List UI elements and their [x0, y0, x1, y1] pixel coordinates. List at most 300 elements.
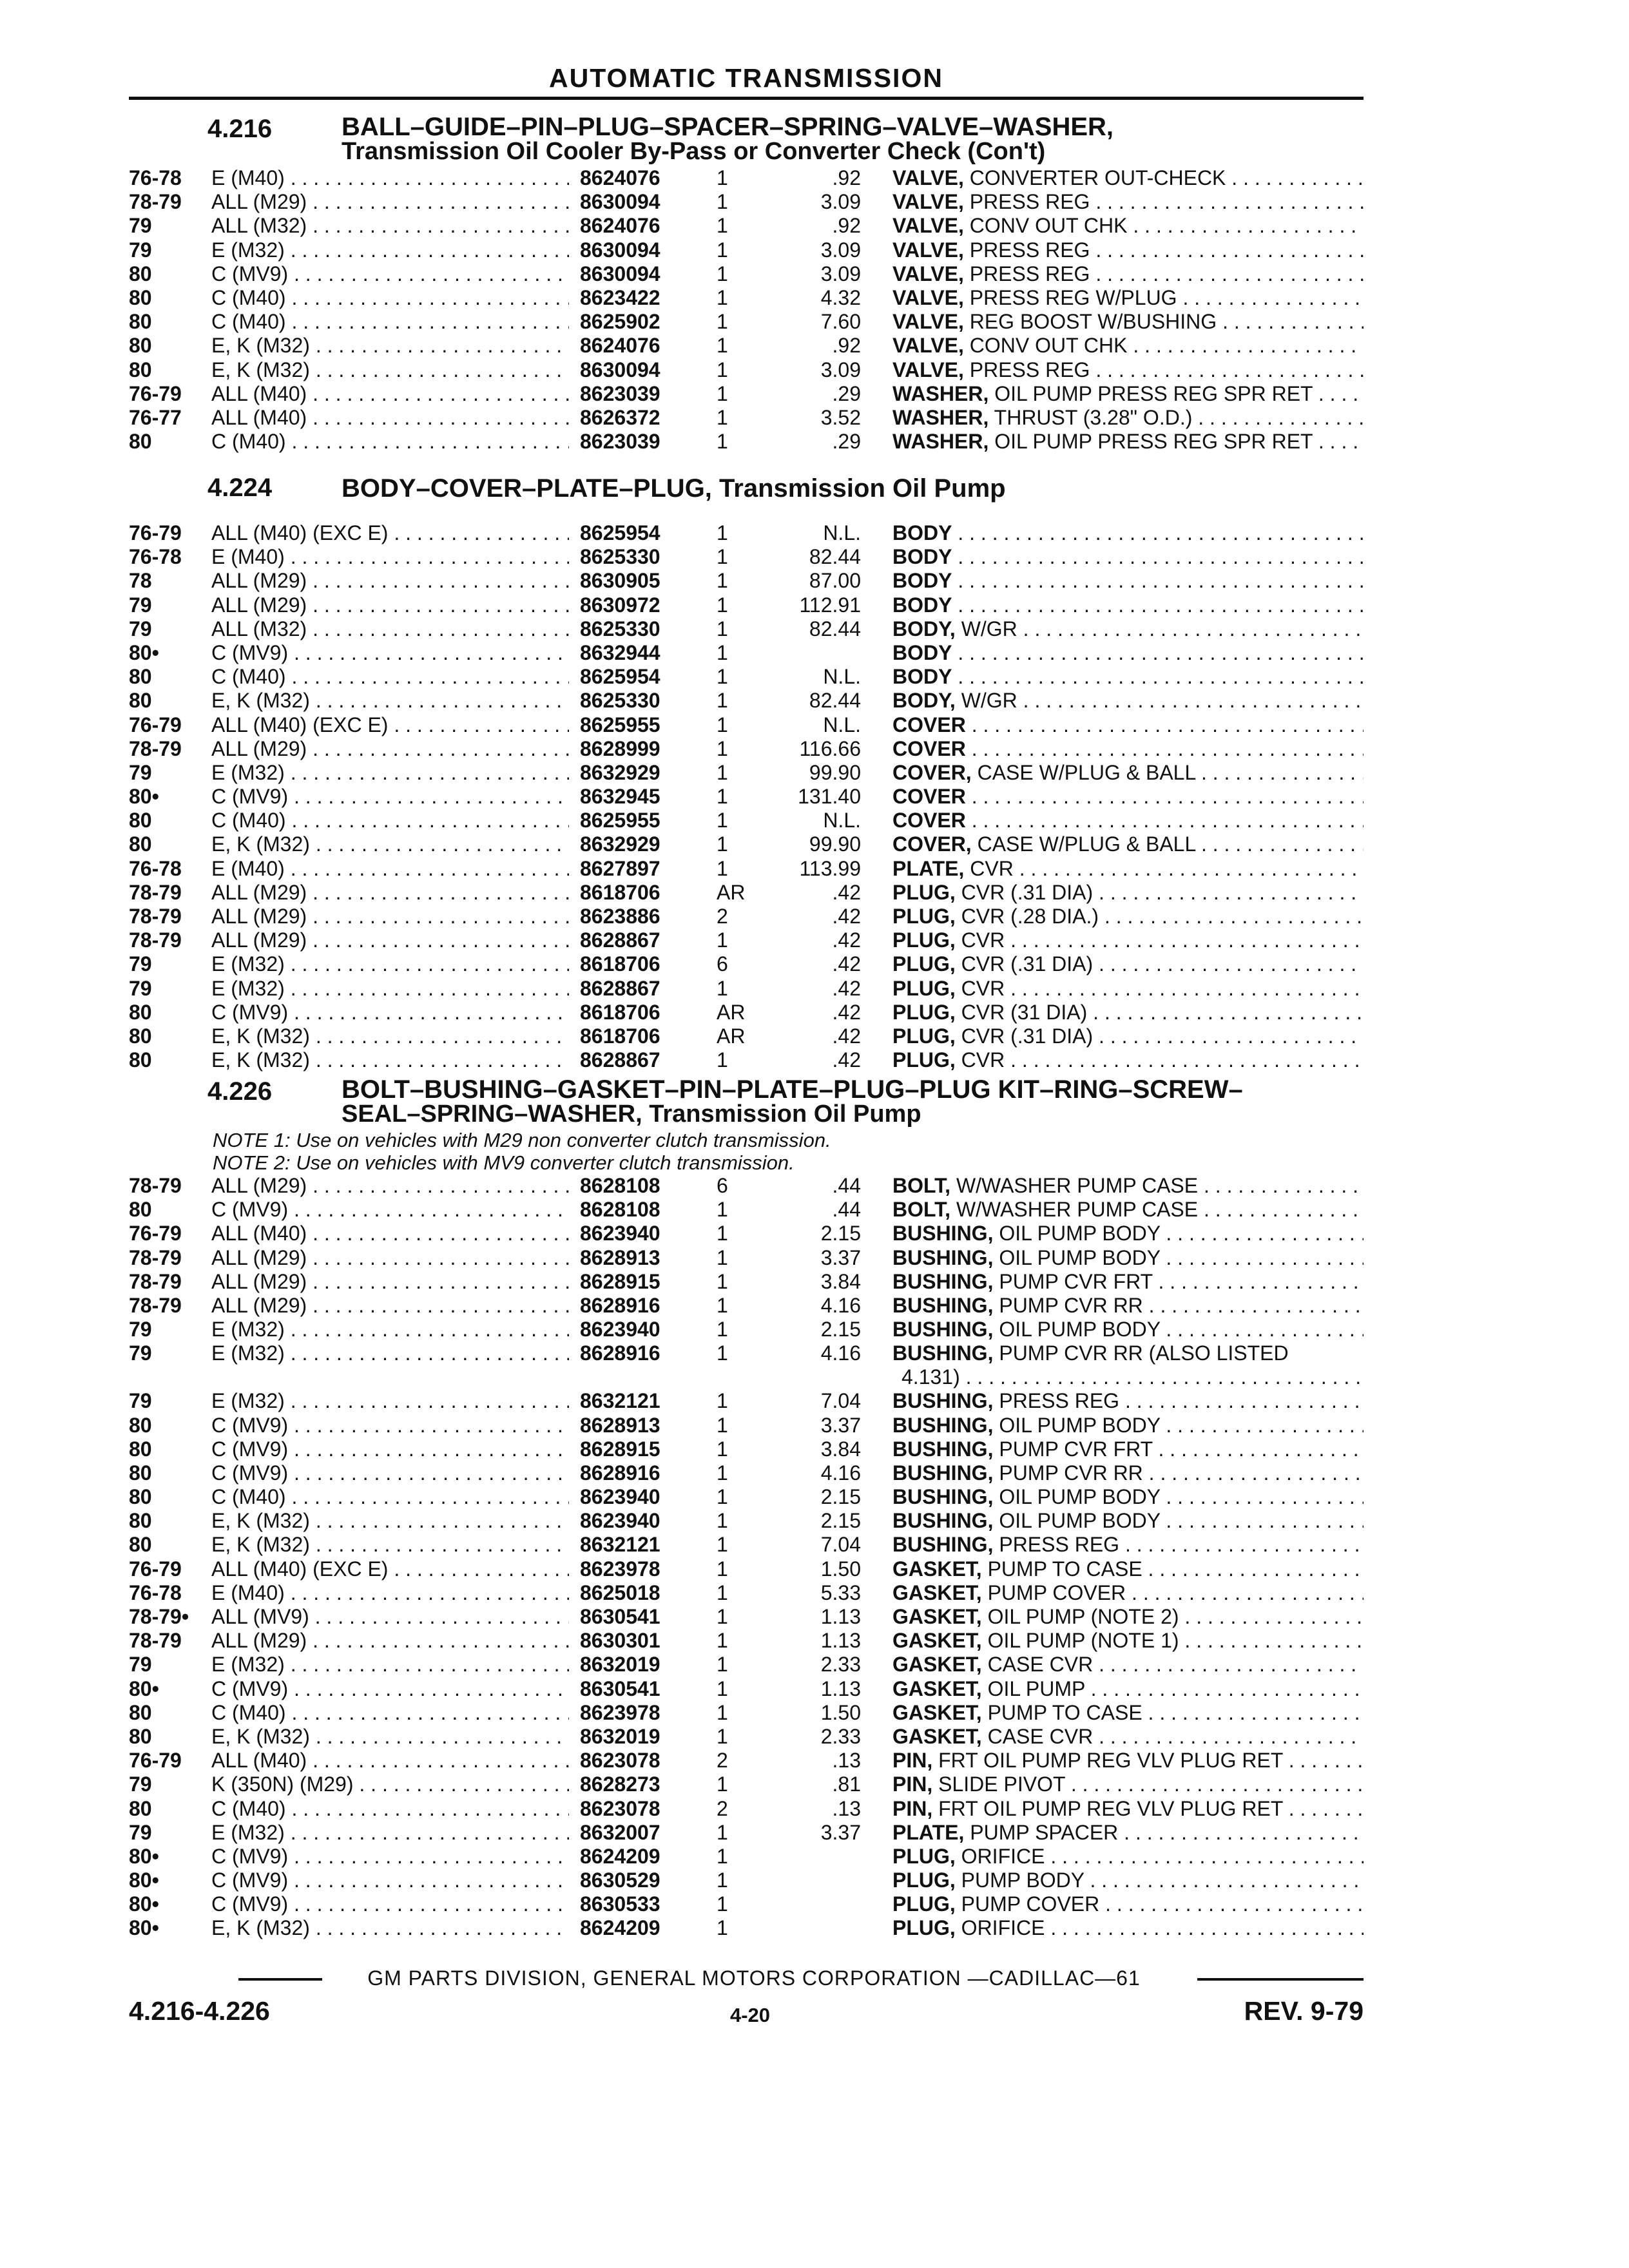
price: N.L.	[823, 809, 861, 832]
model-year: 80	[129, 832, 152, 856]
section-title	[342, 1077, 1243, 1126]
description	[892, 1001, 1364, 1024]
model-year: 80•	[129, 1892, 159, 1916]
price: 2.33	[820, 1653, 861, 1677]
description-text	[892, 905, 1364, 928]
description-noun: PLUG,	[892, 1024, 956, 1048]
description-text	[892, 286, 1364, 309]
parts-row	[129, 1845, 1364, 1869]
part-number: 8632007	[580, 1820, 660, 1844]
description	[892, 1485, 1364, 1509]
part-number: 8632929	[580, 832, 660, 856]
description-noun: VALVE,	[892, 262, 964, 285]
application: E (M32) . . .	[211, 761, 569, 785]
model-year: 80•	[129, 640, 159, 664]
parts-row	[129, 262, 1364, 286]
application: ALL (M29) . . .	[211, 737, 569, 761]
description	[892, 1294, 1364, 1318]
part-number: 8628916	[580, 1461, 660, 1485]
description-text	[892, 857, 1364, 880]
description-text	[892, 1749, 1364, 1772]
section-heading	[129, 115, 1364, 166]
description-text	[892, 1222, 1364, 1245]
price: .42	[832, 928, 861, 952]
model-year: 79	[129, 1318, 152, 1341]
description-text	[892, 569, 1364, 592]
description-detail: FRT OIL PUMP REG VLV PLUG RET	[938, 1796, 1283, 1820]
application: ALL (MV9) . . .	[211, 1605, 569, 1629]
description-detail: CONV OUT CHK	[969, 334, 1128, 358]
part-number: 8623940	[580, 1222, 660, 1245]
description-noun: PLUG,	[892, 1869, 956, 1892]
quantity: 1	[717, 809, 728, 832]
description	[892, 1509, 1364, 1533]
description	[892, 545, 1364, 569]
part-number: 8630905	[580, 569, 660, 593]
description-noun: BUSHING,	[892, 1533, 994, 1557]
description-text	[892, 406, 1364, 429]
model-year: 76-78	[129, 856, 182, 880]
price: 4.16	[820, 1341, 861, 1365]
description-text	[892, 1892, 1364, 1916]
description-noun: COVER,	[892, 832, 972, 856]
parts-row	[129, 1001, 1364, 1024]
description-text	[892, 166, 1364, 189]
description	[892, 665, 1364, 689]
parts-row	[129, 1414, 1364, 1437]
model-year: 80	[129, 809, 152, 832]
description	[892, 358, 1364, 382]
description-noun: PIN,	[892, 1749, 933, 1773]
description	[892, 713, 1364, 737]
model-year: 76-79	[129, 1557, 182, 1581]
price: 3.09	[820, 190, 861, 214]
application: E, K (M32) . . .	[211, 1509, 569, 1533]
part-number: 8628916	[580, 1293, 660, 1317]
price: .13	[832, 1796, 861, 1820]
quantity: 1	[717, 545, 728, 569]
description-text	[892, 928, 1364, 952]
application: E, K (M32) . . .	[211, 1725, 569, 1749]
footer-page-number: 4-20	[729, 2004, 771, 2026]
description	[892, 809, 1364, 832]
description	[892, 1653, 1364, 1677]
description-noun: BUSHING,	[892, 1509, 994, 1533]
description-detail: ORIFICE	[961, 1844, 1045, 1868]
description-detail: THRUST (3.28" O.D.)	[994, 405, 1193, 429]
application: ALL (M32) . . .	[211, 214, 569, 238]
application: E, K (M32) . . .	[211, 1024, 569, 1048]
parts-row	[129, 905, 1364, 928]
quantity: 1	[717, 521, 728, 544]
description-text	[892, 1557, 1364, 1581]
price: 3.37	[820, 1413, 861, 1437]
application: ALL (M29) . . .	[211, 1270, 569, 1294]
description	[892, 1222, 1364, 1245]
application: ALL (M29) . . .	[211, 569, 569, 593]
header-rule	[129, 97, 1364, 100]
application: ALL (M32) . . .	[211, 617, 569, 641]
quantity: 1	[717, 593, 728, 617]
description-noun: BODY	[892, 640, 952, 664]
description	[892, 928, 1364, 952]
description-detail: OIL PUMP PRESS REG SPR RET	[994, 430, 1313, 454]
application: C (MV9) . . .	[211, 641, 569, 665]
description-detail: PUMP COVER	[987, 1581, 1126, 1604]
price: 1.13	[820, 1629, 861, 1653]
application: E (M40) . . .	[211, 1581, 569, 1605]
description-detail: PUMP CVR RR (ALSO LISTED	[999, 1341, 1289, 1365]
description-text	[892, 785, 1364, 808]
part-number: 8630094	[580, 358, 660, 381]
description-text	[892, 262, 1364, 285]
parts-row	[129, 593, 1364, 617]
quantity: 1	[717, 1461, 728, 1485]
part-number: 8618706	[580, 880, 660, 904]
application: ALL (M29) . . .	[211, 1174, 569, 1198]
model-year: 78-79	[129, 1293, 182, 1317]
description	[892, 1414, 1364, 1437]
model-year: 79	[129, 1389, 152, 1413]
description-noun: PLUG,	[892, 952, 956, 976]
description-text	[892, 737, 1364, 760]
quantity: 6	[717, 952, 728, 976]
quantity: 1	[717, 405, 728, 429]
parts-row	[129, 569, 1364, 593]
price: 3.09	[820, 262, 861, 285]
model-year: 80•	[129, 1844, 159, 1868]
part-number: 8630529	[580, 1869, 660, 1892]
description-text	[892, 1916, 1364, 1939]
price: 7.04	[820, 1533, 861, 1557]
description	[892, 166, 1364, 190]
parts-row	[129, 382, 1364, 406]
model-year: 78-79	[129, 190, 182, 214]
quantity: 1	[717, 262, 728, 285]
part-number: 8630972	[580, 593, 660, 617]
quantity: 6	[717, 1174, 728, 1197]
description-noun: PIN,	[892, 1796, 933, 1820]
parts-row	[129, 1024, 1364, 1048]
description-detail: PUMP CVR RR	[999, 1461, 1143, 1485]
description-detail: PUMP TO CASE	[987, 1700, 1142, 1724]
price: .44	[832, 1174, 861, 1197]
description-text	[892, 713, 1364, 736]
quantity: 1	[717, 1293, 728, 1317]
application: ALL (M29) . . .	[211, 593, 569, 617]
section-title-line: BOLT–BUSHING–GASKET–PIN–PLATE–PLUG–PLUG KIT–RING–SCREW–	[342, 1075, 1243, 1104]
description-detail: W/WASHER PUMP CASE	[956, 1174, 1199, 1197]
parts-row	[129, 617, 1364, 641]
description-noun: GASKET,	[892, 1629, 982, 1653]
description-text	[892, 1845, 1364, 1868]
application: ALL (M29) . . .	[211, 1246, 569, 1270]
application: ALL (M40) . . .	[211, 1749, 569, 1773]
description-text	[892, 1341, 1289, 1365]
description	[892, 1821, 1364, 1845]
quantity: 1	[717, 1437, 728, 1461]
description-noun: VALVE,	[892, 166, 964, 189]
part-number: 8618706	[580, 1024, 660, 1048]
description-text	[892, 238, 1364, 262]
description-noun: BODY	[892, 521, 952, 544]
application: C (M40) . . .	[211, 286, 569, 310]
price: 3.52	[820, 405, 861, 429]
parts-row	[129, 1797, 1364, 1821]
description	[892, 1869, 1364, 1892]
description-detail: OIL PUMP BODY	[999, 1222, 1161, 1245]
price: .42	[832, 905, 861, 928]
description-noun: BUSHING,	[892, 1222, 994, 1245]
model-year: 80	[129, 1437, 152, 1461]
model-year: 80	[129, 1533, 152, 1557]
quantity: 1	[717, 1509, 728, 1533]
price: .13	[832, 1749, 861, 1773]
description-noun: VALVE,	[892, 214, 964, 238]
quantity: 1	[717, 430, 728, 454]
model-year: 80	[129, 358, 152, 381]
application: ALL (M40) . . .	[211, 1222, 569, 1245]
parts-row	[129, 737, 1364, 761]
quantity: 1	[717, 689, 728, 713]
application: ALL (M40) (EXC E) . . .	[211, 1557, 569, 1581]
quantity: 1	[717, 665, 728, 689]
description-detail: PUMP CVR FRT	[999, 1269, 1153, 1293]
description-noun: BUSHING,	[892, 1437, 994, 1461]
parts-row	[129, 881, 1364, 905]
application: C (MV9) . . .	[211, 1001, 569, 1024]
parts-row	[129, 1198, 1364, 1222]
quantity: 1	[717, 569, 728, 593]
description-noun: GASKET,	[892, 1724, 982, 1748]
model-year: 76-79	[129, 521, 182, 544]
quantity: 1	[717, 190, 728, 214]
description	[892, 310, 1364, 334]
description-detail: CASE CVR	[987, 1653, 1094, 1677]
parts-row	[129, 1701, 1364, 1725]
description	[892, 1773, 1364, 1796]
section-title-line: Transmission Oil Cooler By-Pass or Converter Check (Con't)	[342, 138, 1046, 165]
description-detail: W/WASHER PUMP CASE	[956, 1198, 1199, 1222]
section-title	[342, 115, 1113, 164]
price: .42	[832, 880, 861, 904]
parts-row	[129, 214, 1364, 238]
part-number: 8625330	[580, 689, 660, 713]
description-noun: COVER	[892, 736, 966, 760]
description-noun: COVER,	[892, 760, 972, 784]
part-number: 8623940	[580, 1485, 660, 1509]
model-year: 76-78	[129, 166, 182, 189]
parts-row	[129, 1605, 1364, 1629]
parts-row	[129, 1485, 1364, 1509]
application: ALL (M29) . . .	[211, 881, 569, 905]
description-text	[892, 1677, 1364, 1700]
application: C (M40) . . .	[211, 1485, 569, 1509]
section-heading	[129, 1077, 1364, 1129]
description	[892, 1892, 1364, 1916]
parts-row	[129, 1581, 1364, 1605]
quantity: 1	[717, 1245, 728, 1269]
model-year: 80	[129, 1485, 152, 1509]
description-text	[892, 665, 1364, 688]
description-noun: GASKET,	[892, 1557, 982, 1581]
parts-row	[129, 1533, 1364, 1557]
part-number: 8630301	[580, 1629, 660, 1653]
part-number: 8627897	[580, 856, 660, 880]
model-year: 80	[129, 1700, 152, 1724]
description-text	[892, 545, 1364, 568]
part-number: 8624076	[580, 214, 660, 238]
description-noun: GASKET,	[892, 1700, 982, 1724]
footer-publisher: GM PARTS DIVISION, GENERAL MOTORS CORPORATION —CADILLAC—61	[367, 1966, 1141, 1990]
parts-row	[129, 1246, 1364, 1270]
description-noun: BUSHING,	[892, 1245, 994, 1269]
description-detail: REG BOOST W/BUSHING	[969, 310, 1217, 334]
description-noun: BUSHING,	[892, 1485, 994, 1509]
description	[892, 641, 1364, 665]
quantity: 1	[717, 285, 728, 309]
quantity: AR	[717, 880, 746, 904]
quantity: 1	[717, 856, 728, 880]
description-noun: PLUG,	[892, 1048, 956, 1072]
description-noun: GASKET,	[892, 1605, 982, 1628]
price: 99.90	[809, 832, 861, 856]
parts-row	[129, 1892, 1364, 1916]
quantity: 1	[717, 928, 728, 952]
model-year: 80	[129, 334, 152, 358]
price: 82.44	[809, 617, 861, 640]
quantity: 2	[717, 905, 728, 928]
description-detail: PUMP CVR FRT	[999, 1437, 1153, 1461]
price: 4.16	[820, 1293, 861, 1317]
description	[892, 785, 1364, 809]
price: 7.60	[820, 310, 861, 334]
quantity: 1	[717, 1653, 728, 1677]
price: .44	[832, 1198, 861, 1222]
parts-row	[129, 334, 1364, 358]
model-year: 78-79	[129, 1245, 182, 1269]
description	[892, 857, 1364, 881]
description-detail: CVR	[961, 1048, 1005, 1072]
parts-row	[129, 545, 1364, 569]
description-text	[892, 1318, 1364, 1341]
description	[892, 1437, 1364, 1461]
part-number: 8623422	[580, 285, 660, 309]
model-year: 79	[129, 1820, 152, 1844]
description-text	[892, 1629, 1364, 1652]
model-year: 80	[129, 1796, 152, 1820]
quantity: AR	[717, 1024, 746, 1048]
part-number: 8624209	[580, 1916, 660, 1940]
application: E, K (M32) . . .	[211, 1048, 569, 1072]
section-title-line: SEAL–SPRING–WASHER, Transmission Oil Pump	[342, 1100, 921, 1128]
application: ALL (M40) (EXC E) . . .	[211, 521, 569, 545]
model-year: 79	[129, 214, 152, 238]
description	[892, 761, 1364, 785]
parts-row	[129, 1869, 1364, 1892]
part-number: 8625018	[580, 1581, 660, 1604]
part-number: 8630094	[580, 238, 660, 262]
description-text	[892, 617, 1364, 640]
application: E (M40) . . .	[211, 545, 569, 569]
application: E, K (M32) . . .	[211, 358, 569, 382]
description-noun: VALVE,	[892, 358, 964, 381]
description-text	[892, 1509, 1364, 1532]
quantity: 1	[717, 1533, 728, 1557]
quantity: 1	[717, 166, 728, 189]
parts-row	[129, 1773, 1364, 1796]
description-detail: OIL PUMP BODY	[999, 1413, 1161, 1437]
description-noun: WASHER,	[892, 381, 989, 405]
application: ALL (M29) . . .	[211, 1629, 569, 1653]
quantity: 1	[717, 334, 728, 358]
part-number: 8624076	[580, 166, 660, 189]
application: C (MV9) . . .	[211, 1845, 569, 1869]
price: .81	[832, 1773, 861, 1796]
quantity: 1	[717, 1485, 728, 1509]
parts-row	[129, 1677, 1364, 1701]
price: 1.50	[820, 1700, 861, 1724]
price: 3.09	[820, 238, 861, 262]
part-number: 8625954	[580, 521, 660, 544]
model-year: 79	[129, 1653, 152, 1677]
part-number: 8625330	[580, 617, 660, 640]
part-number: 8628867	[580, 928, 660, 952]
quantity: 1	[717, 1605, 728, 1628]
part-number: 8625955	[580, 713, 660, 736]
quantity: 1	[717, 1389, 728, 1413]
parts-row	[129, 1318, 1364, 1341]
application: C (MV9) . . .	[211, 1869, 569, 1892]
application: E (M32) . . .	[211, 1653, 569, 1677]
model-year: 79	[129, 976, 152, 1000]
part-number: 8623978	[580, 1700, 660, 1724]
price: .92	[832, 166, 861, 189]
description-text	[892, 1797, 1364, 1820]
description-detail: CVR (.31 DIA)	[961, 880, 1094, 904]
part-number: 8628867	[580, 1048, 660, 1072]
description	[892, 190, 1364, 214]
footer-rule-left	[238, 1978, 322, 1981]
section-4-216	[129, 115, 1364, 454]
application: C (M40) . . .	[211, 310, 569, 334]
part-number: 8623978	[580, 1557, 660, 1581]
model-year: 80	[129, 1198, 152, 1222]
application: C (MV9) . . .	[211, 1414, 569, 1437]
part-number: 8625954	[580, 665, 660, 689]
description-text	[892, 1001, 1364, 1024]
description	[892, 1701, 1364, 1725]
description-noun: BUSHING,	[892, 1269, 994, 1293]
parts-row	[129, 166, 1364, 190]
description-detail: PRESS REG	[969, 190, 1090, 214]
application: C (MV9) . . .	[211, 262, 569, 286]
part-number: 8628867	[580, 976, 660, 1000]
model-year: 79	[129, 238, 152, 262]
description-noun: BUSHING,	[892, 1293, 994, 1317]
description-text	[892, 1485, 1364, 1508]
description-detail: CONV OUT CHK	[969, 214, 1128, 238]
parts-row	[129, 1629, 1364, 1653]
parts-row	[129, 832, 1364, 856]
application: ALL (M40) (EXC E) . . .	[211, 713, 569, 737]
description-detail: PUMP COVER	[961, 1892, 1100, 1916]
parts-row	[129, 1270, 1364, 1294]
model-year: 76-79	[129, 1749, 182, 1773]
description-noun: BODY,	[892, 617, 956, 640]
model-year: 80	[129, 1724, 152, 1748]
description	[892, 1318, 1364, 1341]
